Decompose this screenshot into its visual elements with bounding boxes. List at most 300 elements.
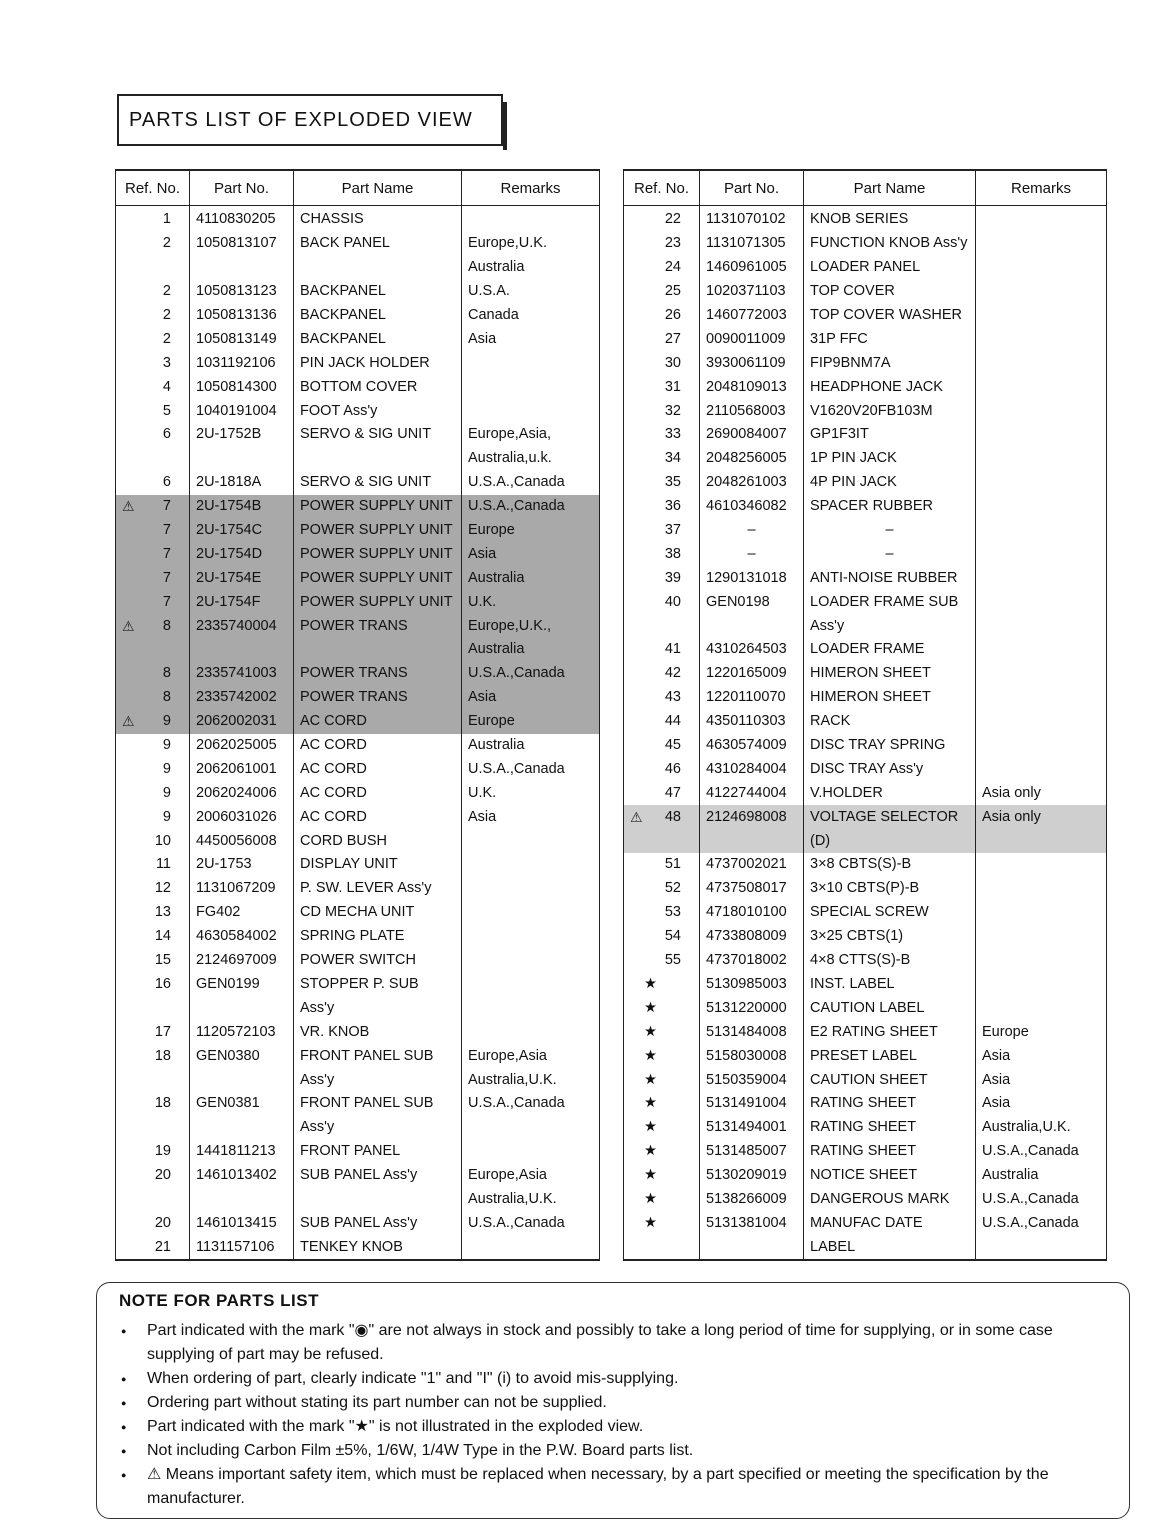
cell-remarks [462,996,600,1020]
cell-part-no: 1441811213 [190,1140,294,1164]
cell-remarks [462,853,600,877]
cell-part-name: FRONT PANEL SUB [294,1044,462,1068]
parts-table-left [115,169,600,1261]
cell-remarks [976,471,1107,495]
cell-ref-no [624,495,700,519]
cell-part-name: AC CORD [294,805,462,829]
cell-ref-no [624,1116,700,1140]
note-item: ● ⚠ Means important safety item, which must be replaced when necessary, by a part specified or meeting the specification by the manufacturer. [147,1463,1107,1511]
cell-remarks [976,351,1107,375]
cell-ref-no [116,614,190,638]
cell-part-no [190,256,294,280]
ref-number: 30 [664,354,681,371]
ref-number: 52 [664,880,681,897]
cell-ref-no [116,304,190,328]
cell-part-no: FG402 [190,901,294,925]
cell-ref-no [116,829,190,853]
star-icon: ★ [644,1071,657,1088]
cell-part-name: (D) [804,829,976,853]
cell-remarks: Canada [462,304,600,328]
table-row [116,1068,600,1092]
cell-part-name: POWER SUPPLY UNIT [294,590,462,614]
cell-part-no: 1131067209 [190,877,294,901]
cell-remarks: Australia,U.K. [976,1116,1107,1140]
cell-ref-no [116,973,190,997]
cell-ref-no [624,614,700,638]
cell-part-name: AC CORD [294,710,462,734]
ref-number: 6 [162,426,171,443]
table-row [624,1140,1107,1164]
table-row [624,1211,1107,1235]
cell-part-name: SERVO & SIG UNIT [294,471,462,495]
cell-part-no: 2006031026 [190,805,294,829]
cell-remarks [976,280,1107,304]
cell-part-no: 4733808009 [700,925,804,949]
cell-part-name: PIN JACK HOLDER [294,351,462,375]
cell-part-no: 5130209019 [700,1164,804,1188]
cell-remarks: Europe [976,1020,1107,1044]
cell-part-name: POWER TRANS [294,614,462,638]
cell-remarks: U.S.A.,Canada [976,1140,1107,1164]
cell-ref-no [624,304,700,328]
ref-number: 15 [154,952,171,969]
cell-remarks [976,686,1107,710]
ref-number: 18 [154,1047,171,1064]
page-title: PARTS LIST OF EXPLODED VIEW [117,94,503,146]
cell-ref-no [624,375,700,399]
cell-ref-no [116,1188,190,1212]
table-row [116,471,600,495]
ref-number: 22 [664,211,681,228]
cell-part-name: SERVO & SIG UNIT [294,423,462,447]
cell-part-no: 1460961005 [700,256,804,280]
cell-remarks [462,949,600,973]
table-row [624,686,1107,710]
cell-part-no: 2110568003 [700,399,804,423]
cell-part-no: 1120572103 [190,1020,294,1044]
table-row [624,829,1107,853]
cell-part-name: VOLTAGE SELECTOR [804,805,976,829]
table-row [624,757,1107,781]
cell-ref-no [624,829,700,853]
cell-part-name: FOOT Ass'y [294,399,462,423]
star-icon: ★ [644,1167,657,1184]
table-row [116,734,600,758]
ref-number: 25 [664,283,681,300]
cell-ref-no [116,280,190,304]
cell-remarks: Australia [462,734,600,758]
cell-remarks: Australia [462,638,600,662]
cell-part-name: POWER SUPPLY UNIT [294,566,462,590]
cell-part-no: 4122744004 [700,781,804,805]
cell-part-no: 1461013415 [190,1211,294,1235]
cell-part-no: 2U-1754C [190,519,294,543]
table-row [624,1044,1107,1068]
cell-ref-no [116,256,190,280]
cell-remarks: Asia only [976,781,1107,805]
cell-remarks [976,375,1107,399]
cell-part-no [700,614,804,638]
cell-ref-no [624,206,700,232]
cell-part-no: 3930061109 [700,351,804,375]
table-row [624,304,1107,328]
ref-number: 13 [154,904,171,921]
ref-number: 46 [664,760,681,777]
ref-number: 9 [162,737,171,754]
cell-remarks [976,757,1107,781]
table-row [116,973,600,997]
table-row [116,375,600,399]
cell-part-name: V.HOLDER [804,781,976,805]
star-icon: ★ [644,999,657,1016]
cell-part-name: 31P FFC [804,327,976,351]
table-row [116,423,600,447]
cell-ref-no [116,925,190,949]
cell-remarks [462,375,600,399]
cell-remarks [976,996,1107,1020]
cell-part-no: 2124698008 [700,805,804,829]
cell-remarks: Australia [462,566,600,590]
warning-icon: ⚠ [122,713,135,730]
cell-part-no: 5130985003 [700,973,804,997]
cell-part-no: 1020371103 [700,280,804,304]
cell-ref-no [624,542,700,566]
cell-part-name: DANGEROUS MARK [804,1188,976,1212]
cell-ref-no [116,1211,190,1235]
cell-ref-no [624,399,700,423]
cell-part-name: CORD BUSH [294,829,462,853]
cell-part-no: 4630574009 [700,734,804,758]
table-row [624,590,1107,614]
cell-part-no: 4737508017 [700,877,804,901]
cell-remarks [976,829,1107,853]
table-row [116,901,600,925]
table-row [624,925,1107,949]
table-row [116,327,600,351]
cell-part-name: V1620V20FB103M [804,399,976,423]
cell-part-no: 2062002031 [190,710,294,734]
table-row [624,1092,1107,1116]
table-row [624,1235,1107,1260]
ref-number: 2 [162,330,171,347]
table-row [624,206,1107,232]
cell-remarks [976,614,1107,638]
cell-ref-no [624,423,700,447]
cell-part-name: BACKPANEL [294,280,462,304]
cell-remarks [976,853,1107,877]
star-icon: ★ [644,1023,657,1040]
cell-ref-no [624,327,700,351]
cell-part-name: AC CORD [294,781,462,805]
cell-part-name: Ass'y [294,1116,462,1140]
table-row [624,853,1107,877]
cell-part-name: RACK [804,710,976,734]
cell-remarks: Asia [462,686,600,710]
ref-number: 42 [664,665,681,682]
ref-number: 9 [162,808,171,825]
table-row [624,734,1107,758]
cell-part-name: E2 RATING SHEET [804,1020,976,1044]
cell-part-name: CD MECHA UNIT [294,901,462,925]
cell-part-name: HIMERON SHEET [804,662,976,686]
cell-part-no: 2U-1818A [190,471,294,495]
cell-part-name: – [804,542,976,566]
note-item: ● Part indicated with the mark "◉" are not always in stock and possibly to take a long period of time for supplying, or in some case supplying of part may be refused. [147,1319,1107,1367]
ref-number: 20 [154,1214,171,1231]
table-row [624,399,1107,423]
cell-ref-no [624,232,700,256]
cell-ref-no [624,996,700,1020]
cell-part-name: LOADER FRAME SUB [804,590,976,614]
cell-remarks [462,877,600,901]
cell-part-no: 2335740004 [190,614,294,638]
cell-part-no: 5131485007 [700,1140,804,1164]
table-row [624,710,1107,734]
cell-part-no: 1461013402 [190,1164,294,1188]
cell-remarks: U.S.A.,Canada [462,1092,600,1116]
cell-part-name: RATING SHEET [804,1140,976,1164]
table-row [116,304,600,328]
cell-ref-no [116,232,190,256]
cell-remarks [462,973,600,997]
table-row [116,829,600,853]
cell-part-name: LABEL [804,1235,976,1260]
cell-ref-no [116,877,190,901]
ref-number: 11 [155,856,171,873]
cell-part-name: POWER SUPPLY UNIT [294,542,462,566]
cell-remarks [976,877,1107,901]
cell-remarks [976,519,1107,543]
table-row [116,805,600,829]
table-row [624,375,1107,399]
ref-number: 9 [162,760,171,777]
warning-icon: ⚠ [630,808,643,825]
table-row [116,1140,600,1164]
ref-number: 47 [664,784,681,801]
cell-remarks [462,1140,600,1164]
col-part-no: Part No. [700,170,804,206]
table-row [116,781,600,805]
cell-ref-no [624,566,700,590]
star-icon: ★ [644,1119,657,1136]
cell-part-name: – [804,519,976,543]
cell-remarks [976,734,1107,758]
table-row [116,949,600,973]
cell-ref-no [116,734,190,758]
table-row [624,949,1107,973]
note-list [119,1319,1107,1511]
cell-part-no: 2124697009 [190,949,294,973]
ref-number: 23 [664,235,681,252]
cell-part-name: 3×10 CBTS(P)-B [804,877,976,901]
cell-part-no [190,1188,294,1212]
cell-ref-no [116,590,190,614]
cell-ref-no [624,1235,700,1260]
cell-part-name: MANUFAC DATE [804,1211,976,1235]
cell-ref-no [624,1188,700,1212]
cell-part-name: POWER TRANS [294,662,462,686]
cell-ref-no [624,710,700,734]
cell-remarks [462,925,600,949]
cell-part-no [700,1235,804,1260]
cell-part-name: 3×8 CBTS(S)-B [804,853,976,877]
cell-remarks: Asia [462,327,600,351]
cell-remarks: U.S.A.,Canada [976,1211,1107,1235]
table-row [624,877,1107,901]
cell-ref-no [116,423,190,447]
cell-part-name: FUNCTION KNOB Ass'y [804,232,976,256]
cell-part-no: 2062061001 [190,757,294,781]
ref-number: 16 [154,975,171,992]
cell-remarks: Europe,Asia [462,1164,600,1188]
cell-remarks [462,1020,600,1044]
cell-remarks [976,232,1107,256]
cell-part-name: AC CORD [294,757,462,781]
cell-remarks: Australia [462,256,600,280]
cell-remarks: U.S.A. [462,280,600,304]
cell-part-name: CHASSIS [294,206,462,232]
cell-part-name [294,638,462,662]
cell-remarks: U.S.A.,Canada [462,495,600,519]
cell-part-no: 5131484008 [700,1020,804,1044]
cell-part-name: HEADPHONE JACK [804,375,976,399]
table-row [116,710,600,734]
table-row [116,686,600,710]
cell-remarks: U.S.A.,Canada [976,1188,1107,1212]
cell-ref-no [624,1044,700,1068]
table-row [116,925,600,949]
table-row [624,447,1107,471]
cell-part-no: 1290131018 [700,566,804,590]
cell-part-no: 2062024006 [190,781,294,805]
ref-number: 38 [664,545,681,562]
note-box [96,1282,1130,1519]
cell-ref-no [116,662,190,686]
cell-part-name: FRONT PANEL [294,1140,462,1164]
ref-number: 51 [664,856,681,873]
star-icon: ★ [644,1143,657,1160]
ref-number: 53 [664,904,681,921]
ref-number: 27 [664,330,681,347]
table-row [624,519,1107,543]
cell-remarks: Europe [462,519,600,543]
cell-remarks: U.K. [462,590,600,614]
cell-part-no: 1131070102 [700,206,804,232]
cell-ref-no [624,973,700,997]
ref-number: 32 [664,402,681,419]
cell-ref-no [116,710,190,734]
cell-part-no: 4630584002 [190,925,294,949]
cell-ref-no [624,877,700,901]
cell-part-no: GEN0381 [190,1092,294,1116]
table-row [624,638,1107,662]
ref-number: 55 [664,952,681,969]
cell-part-name: TOP COVER WASHER [804,304,976,328]
cell-part-no: 0090011009 [700,327,804,351]
cell-part-no: 5131494001 [700,1116,804,1140]
cell-ref-no [116,901,190,925]
col-part-no: Part No. [190,170,294,206]
table-row [624,901,1107,925]
cell-remarks [462,1116,600,1140]
cell-remarks [976,710,1107,734]
ref-number: 7 [162,545,171,562]
ref-number: 18 [154,1095,171,1112]
ref-number: 8 [162,617,171,634]
cell-ref-no [116,351,190,375]
cell-part-no: 5131491004 [700,1092,804,1116]
cell-part-no: 2U-1754B [190,495,294,519]
cell-part-name: RATING SHEET [804,1116,976,1140]
col-part-name: Part Name [804,170,976,206]
cell-ref-no [624,662,700,686]
cell-ref-no [116,566,190,590]
cell-part-no: 2335741003 [190,662,294,686]
table-row [116,662,600,686]
cell-ref-no [116,949,190,973]
cell-part-no [190,996,294,1020]
ref-number: 3 [162,354,171,371]
ref-number: 2 [162,283,171,300]
cell-remarks [976,638,1107,662]
ref-number: 14 [154,928,171,945]
cell-remarks [462,901,600,925]
cell-ref-no [116,1116,190,1140]
table-row [116,351,600,375]
cell-part-name: VR. KNOB [294,1020,462,1044]
cell-remarks [976,949,1107,973]
note-item: ● When ordering of part, clearly indicate "1" and "I" (i) to avoid mis-supplying. [147,1367,1107,1391]
cell-remarks: Asia [462,805,600,829]
ref-number: 12 [154,880,171,897]
cell-part-name: BACK PANEL [294,232,462,256]
ref-number: 44 [664,713,681,730]
table-row [624,1068,1107,1092]
table-row [116,1116,600,1140]
table-row [624,471,1107,495]
cell-part-no [700,829,804,853]
ref-number: 2 [162,235,171,252]
cell-part-no: 1131071305 [700,232,804,256]
table-row [116,1188,600,1212]
cell-part-name: POWER TRANS [294,686,462,710]
table-row [116,590,600,614]
ref-number: 41 [664,641,681,658]
cell-ref-no [116,1092,190,1116]
table-row [624,280,1107,304]
ref-number: 48 [664,808,681,825]
table-row [624,232,1107,256]
cell-ref-no [624,949,700,973]
cell-part-name: SPACER RUBBER [804,495,976,519]
table-row [116,280,600,304]
cell-remarks: Asia only [976,805,1107,829]
cell-ref-no [116,542,190,566]
ref-number: 33 [664,426,681,443]
cell-remarks: U.S.A.,Canada [462,662,600,686]
cell-ref-no [116,781,190,805]
cell-part-no: 1050813136 [190,304,294,328]
cell-ref-no [116,853,190,877]
cell-ref-no [116,638,190,662]
ref-number: 7 [162,498,171,515]
cell-part-name: 1P PIN JACK [804,447,976,471]
cell-part-name: SPRING PLATE [294,925,462,949]
cell-remarks [462,399,600,423]
table-row [624,423,1107,447]
cell-part-name [294,256,462,280]
cell-remarks [976,662,1107,686]
